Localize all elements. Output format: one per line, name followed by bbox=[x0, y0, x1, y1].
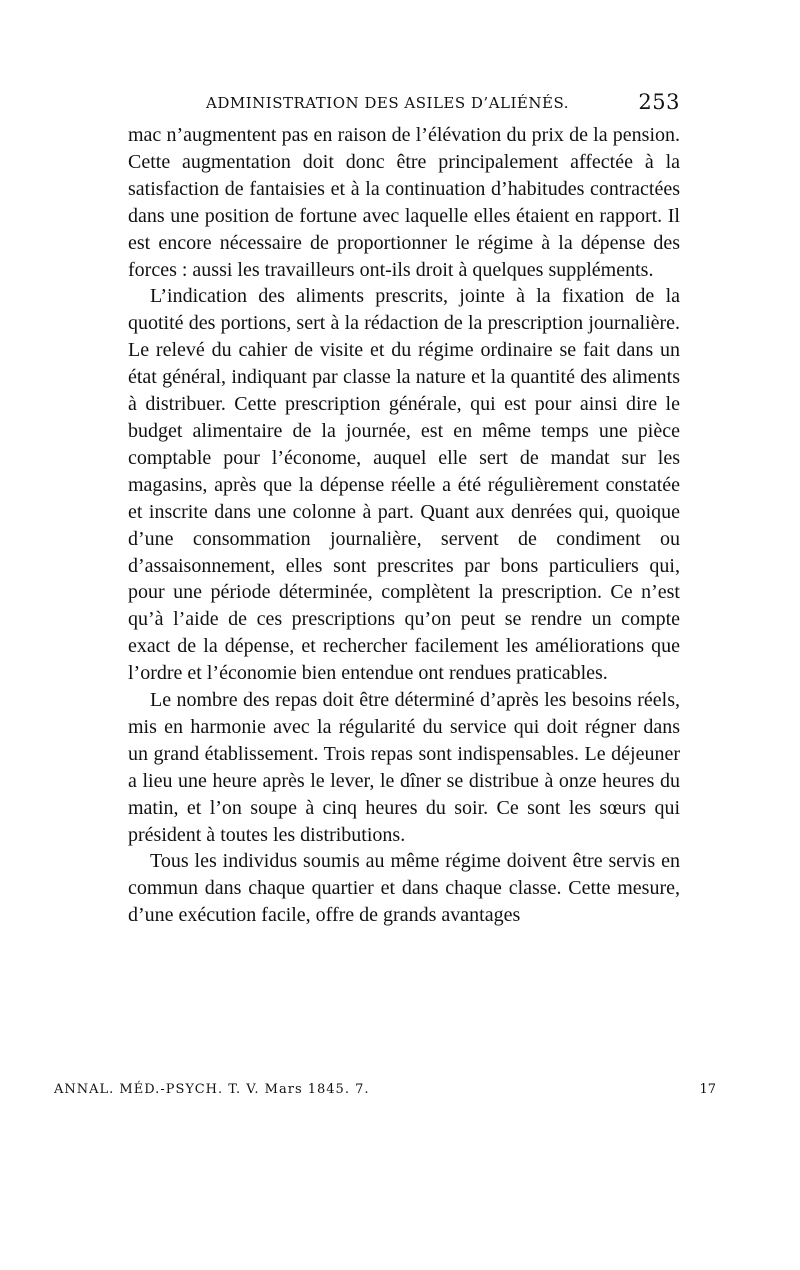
paragraph: L’indication des aliments prescrits, jointe à la fixation de la quotité des portions, sert à la rédaction de la prescription journalière. Le relevé du cahier de visite et du régime ordinaire se fait dans un état général, indiquant par classe la nature et la quantité des aliments à distribuer. Cette prescription générale, qui est pour ainsi dire le budget alimentaire de la journée, est en même temps une pièce comptable pour l’économe, auquel elle sert de mandat sur les magasins, après que la dépense réelle a été régulièrement constatée et inscrite dans une colonne à part. Quant aux denrées qui, quoique d’une consommation journalière, servent de condiment ou d’assaisonnement, elles sont prescrites par bons particuliers qui, pour une période déterminée, complètent la prescription. Ce n’est qu’à l’aide de ces prescriptions qu’on peut se rendre un compte exact de la dépense, et rechercher facilement les améliorations que l’ordre et l’économie bien entendue ont rendues praticables. bbox=[128, 285, 680, 685]
book-page bbox=[128, 86, 680, 927]
page-number: 253 bbox=[638, 90, 680, 114]
paragraph: Tous les individus soumis au même régime doivent être servis en commun dans chaque quartier et dans chaque classe. Cette mesure, d’une exécution facile, offre de grands avantages bbox=[128, 850, 680, 927]
paragraph: Le nombre des repas doit être déterminé d’après les besoins réels, mis en harmonie avec la régularité du service qui doit régner dans un grand établissement. Trois repas sont indispensables. Le déjeuner a lieu une heure après le lever, le dîner se distribue à onze heures du matin, et l’on soupe à cinq heures du soir. Ce sont les sœurs qui président à toutes les distributions. bbox=[128, 689, 680, 846]
footer-signature: 17 bbox=[699, 1082, 716, 1097]
footer-imprint: ANNAL. MÉD.-PSYCH. T. V. Mars 1845. 7. bbox=[54, 1082, 370, 1097]
running-title: ADMINISTRATION DES ASILES D’ALIÉNÉS. bbox=[206, 94, 569, 112]
body-text bbox=[128, 122, 680, 929]
paragraph: mac n’augmentent pas en raison de l’élévation du prix de la pension. Cette augmentation doit donc être principalement affectée à la satisfaction de fantaisies et à la continuation d’habitudes contractées dans une position de fortune avec laquelle elles étaient en rapport. Il est encore nécessaire de proportionner le régime à la dépense des forces : aussi les travailleurs ont-ils droit à quelques suppléments. bbox=[128, 124, 680, 281]
page-header bbox=[128, 86, 680, 120]
